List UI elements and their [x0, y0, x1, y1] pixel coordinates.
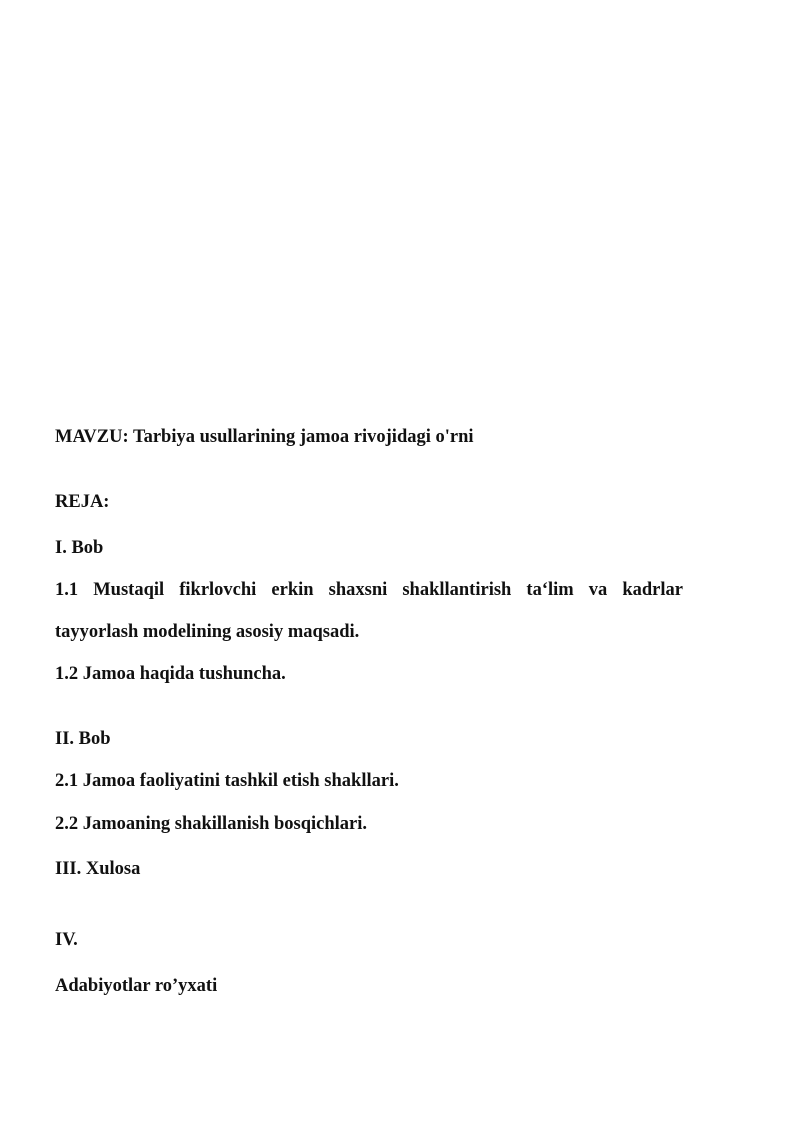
topic-title: MAVZU: Tarbiya usullarining jamoa rivojidagi o'rni	[55, 427, 474, 447]
chapter-4-heading: IV.	[55, 930, 78, 950]
plan-heading: REJA:	[55, 492, 110, 512]
item-1-1-line-1: 1.1 Mustaqil fikrlovchi erkin shaxsni shakllantirish ta‘lim va kadrlar	[55, 580, 683, 600]
item-1-2: 1.2 Jamoa haqida tushuncha.	[55, 664, 286, 684]
chapter-3-heading: III. Xulosa	[55, 859, 141, 879]
item-2-2: 2.2 Jamoaning shakillanish bosqichlari.	[55, 814, 368, 834]
item-2-1: 2.1 Jamoa faoliyatini tashkil etish shakllari.	[55, 771, 399, 791]
references-heading: Adabiyotlar ro’yxati	[55, 976, 218, 996]
item-1-1-line-2: tayyorlash modelining asosiy maqsadi.	[55, 622, 360, 642]
chapter-2-heading: II. Bob	[55, 729, 111, 749]
chapter-1-heading: I. Bob	[55, 538, 104, 558]
